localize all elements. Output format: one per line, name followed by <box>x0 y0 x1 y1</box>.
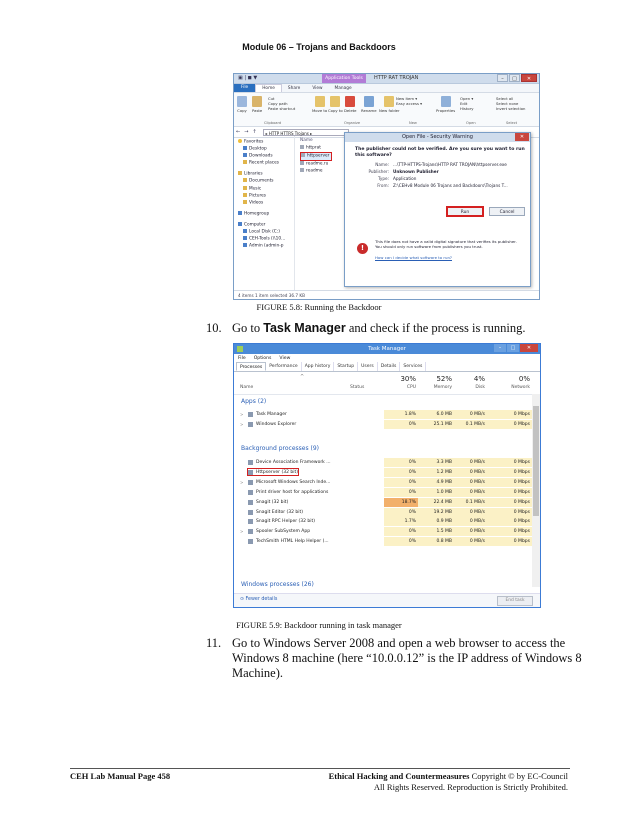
file-icon <box>301 153 305 157</box>
process-cpu: 0% <box>384 537 418 546</box>
videos-icon <box>243 200 247 204</box>
explorer-titlebar <box>234 74 539 84</box>
process-row[interactable] <box>234 527 532 536</box>
process-network: 0 Mbps <box>487 478 532 487</box>
delete-button[interactable]: Delete <box>344 96 356 113</box>
process-name: Device Association Framework ... <box>256 460 331 465</box>
dialog-title: Open File - Security Warning <box>402 134 473 140</box>
process-icon <box>248 480 253 485</box>
nav-homegroup[interactable]: Homegroup <box>234 211 294 218</box>
process-cpu: 0% <box>384 488 418 497</box>
process-name: Snagit Editor (32 bit) <box>256 509 304 515</box>
dialog-publisher-row: Publisher: Unknown Publisher <box>368 169 439 174</box>
computer-icon <box>238 222 242 226</box>
tab-home[interactable]: Home <box>255 84 282 92</box>
process-cpu: 1.7% <box>384 517 418 526</box>
pictures-icon <box>243 193 247 197</box>
tab-processes[interactable]: Processes <box>236 362 266 371</box>
process-row[interactable] <box>234 410 532 419</box>
task-manager-menu <box>234 354 540 362</box>
maximize-icon[interactable]: □ <box>507 344 519 352</box>
signature-warning-text: This file does not have a valid digital signature that verifies its publisher. You should only run software from publishers you trust. <box>375 239 517 249</box>
file-icon <box>300 161 304 165</box>
process-icon <box>248 412 253 417</box>
download-icon <box>243 153 247 157</box>
open-button[interactable]: Open ▾ <box>460 96 474 101</box>
new-folder-button[interactable]: New folder <box>379 96 400 113</box>
task-manager-screenshot <box>233 343 541 608</box>
figure-caption: FIGURE 5.8: Running the Backdoor <box>256 302 382 312</box>
process-cpu: 0% <box>384 468 418 477</box>
nav-documents[interactable]: Documents <box>234 178 294 185</box>
task-manager-footer <box>234 593 540 607</box>
task-manager-title: Task Manager <box>368 346 406 352</box>
nav-videos[interactable]: Videos <box>234 200 294 207</box>
close-icon[interactable]: ✕ <box>521 74 537 82</box>
process-network: 0 Mbps <box>487 468 532 477</box>
ribbon-group-label: Organize <box>344 121 361 125</box>
open-small-buttons <box>460 96 474 111</box>
desktop-icon <box>243 146 247 150</box>
task-manager-tabs <box>234 362 540 372</box>
footer-page-label: CEH Lab Manual Page 458 <box>70 771 171 781</box>
process-memory: 4.9 MB <box>418 478 454 487</box>
forward-icon[interactable]: → <box>244 129 249 135</box>
decide-software-link[interactable]: How can I decide what software to run? <box>375 255 452 260</box>
nav-libraries[interactable]: Libraries <box>234 171 294 178</box>
process-table-header <box>234 372 540 395</box>
tab-users[interactable]: Users <box>358 362 378 371</box>
menu-view[interactable]: View <box>279 355 291 361</box>
nav-recent-places[interactable]: Recent places <box>234 160 294 167</box>
quick-access-toolbar[interactable]: ▣ | ◼ ▼ <box>238 75 258 81</box>
process-name: Windows Explorer <box>256 421 297 427</box>
dialog-titlebar <box>345 133 530 142</box>
copy-to-button[interactable]: Copy to <box>328 96 343 113</box>
column-disk[interactable]: Disk <box>475 385 485 390</box>
process-icon <box>248 510 253 515</box>
tab-performance[interactable]: Performance <box>266 362 302 371</box>
documents-icon <box>243 178 247 182</box>
process-name: Httpserver (32 bit) <box>256 469 298 475</box>
process-memory: 0.9 MB <box>418 517 454 526</box>
process-name: Snagit RPC Helper (32 bit) <box>256 519 316 525</box>
tab-manage[interactable]: Manage <box>334 85 352 91</box>
explorer-window-title: HTTP RAT TROJAN <box>374 75 419 81</box>
file-item[interactable]: readme <box>300 168 340 175</box>
process-name: Task Manager <box>256 412 287 417</box>
process-disk: 0 MB/s <box>454 517 487 526</box>
process-memory: 6.0 MB <box>418 410 454 419</box>
process-icon <box>248 539 253 544</box>
process-icon <box>248 500 253 505</box>
step-10: 10. Go to Task Manager and check if the process is running. <box>206 321 526 335</box>
select-all-button[interactable]: Select all <box>496 96 514 101</box>
process-row[interactable] <box>234 517 532 526</box>
process-disk: 0 MB/s <box>454 527 487 536</box>
process-name: Spooler SubSystem App <box>256 529 311 535</box>
process-cpu: 1.8% <box>384 410 418 419</box>
invert-selection-button[interactable]: Invert selection <box>496 106 526 111</box>
address-path[interactable]: ▸ HTTP HTTRS Trojans ▸ <box>263 129 349 136</box>
properties-icon <box>441 96 451 107</box>
nav-admin[interactable]: Admin (admin-p <box>234 243 294 250</box>
nav-music[interactable]: Music <box>234 186 294 193</box>
minimize-icon[interactable]: – <box>494 344 506 352</box>
explorer-ribbon <box>234 93 539 127</box>
process-memory: 25.1 MB <box>418 420 454 429</box>
tab-details[interactable]: Details <box>378 362 401 371</box>
process-network: 0 Mbps <box>487 498 532 507</box>
fewer-details-button[interactable]: ⊙ Fewer details <box>240 597 278 602</box>
footer-divider <box>70 768 570 769</box>
file-list-header[interactable]: Name <box>300 138 313 143</box>
process-row[interactable] <box>234 458 532 467</box>
menu-options[interactable]: Options <box>253 355 272 361</box>
run-button[interactable]: Run <box>447 207 483 216</box>
close-icon[interactable]: ✕ <box>520 344 538 352</box>
security-warning-dialog <box>344 132 531 287</box>
process-row[interactable] <box>234 420 532 429</box>
process-name: TechSmith HTML Help Helper (... <box>256 539 329 545</box>
tab-app-history[interactable]: App history <box>302 362 335 371</box>
column-cpu[interactable]: CPU <box>406 385 416 390</box>
module-title: Module 06 – Trojans and Backdoors <box>242 42 396 52</box>
move-to-button[interactable]: Move to <box>312 96 327 113</box>
ribbon-group-label: Clipboard <box>264 121 282 125</box>
process-disk: 0 MB/s <box>454 468 487 477</box>
process-memory: 22.4 MB <box>418 498 454 507</box>
process-network: 0 Mbps <box>487 527 532 536</box>
file-item[interactable]: httprat <box>300 145 340 152</box>
process-row[interactable] <box>234 478 532 487</box>
tab-file[interactable]: File <box>234 84 255 92</box>
copy-path-button[interactable]: Copy path <box>268 101 288 106</box>
process-cpu: 0% <box>384 527 418 536</box>
process-disk: 0 MB/s <box>454 478 487 487</box>
up-icon[interactable]: ↑ <box>252 129 257 135</box>
copy-button[interactable]: Copy <box>237 96 247 113</box>
explorer-ribbon-tabs <box>234 84 539 93</box>
apps-section-header[interactable]: Apps (2) <box>241 398 267 405</box>
process-disk: 0 MB/s <box>454 458 487 467</box>
nav-ceh-tools[interactable]: CEH-Tools (\\10... <box>234 236 294 243</box>
process-icon <box>248 490 253 495</box>
process-disk: 0.1 MB/s <box>454 420 487 429</box>
process-memory: 1.2 MB <box>418 468 454 477</box>
process-cpu: 0% <box>384 458 418 467</box>
copy-icon <box>237 96 247 107</box>
easy-access-button[interactable]: Easy access ▾ <box>396 101 423 106</box>
nav-computer[interactable]: Computer <box>234 222 294 229</box>
process-disk: 0 MB/s <box>454 508 487 517</box>
process-memory: 1.0 MB <box>418 488 454 497</box>
star-icon <box>238 139 242 143</box>
process-memory: 1.5 MB <box>418 527 454 536</box>
file-item[interactable]: readme.ru <box>300 161 340 168</box>
edit-button[interactable]: Edit <box>460 101 468 106</box>
process-name: Print driver host for applications <box>256 489 329 495</box>
paste-shortcut-button[interactable]: Paste shortcut <box>268 106 296 111</box>
process-icon <box>248 519 253 524</box>
dialog-type-row: Type: Application <box>377 176 417 181</box>
rename-icon <box>364 96 374 107</box>
step-11: 11. Go to Windows Server 2008 and open a web browser to access the Windows 8 machine (here “10.0.0.12” is the IP address of Windows 8 Machine). <box>206 636 582 680</box>
music-icon <box>243 186 247 190</box>
application-tools-tab[interactable]: Application Tools <box>322 74 366 83</box>
process-row[interactable] <box>234 508 532 517</box>
process-disk: 0 MB/s <box>454 488 487 497</box>
end-task-button[interactable]: End task <box>497 596 533 606</box>
figure-caption: FIGURE 5.9: Backdoor running in task manager <box>236 620 402 630</box>
cancel-button[interactable]: Cancel <box>489 207 525 216</box>
expand-arrow-icon[interactable]: > <box>240 529 244 535</box>
process-row[interactable] <box>234 537 532 546</box>
maximize-icon[interactable]: □ <box>509 74 520 82</box>
process-name: Snagit (32 bit) <box>256 499 289 505</box>
history-button[interactable]: History <box>460 106 474 111</box>
network-drive-icon <box>243 236 247 240</box>
expand-arrow-icon[interactable]: > <box>240 412 244 417</box>
nav-local-disk[interactable]: Local Disk (C:) <box>234 229 294 236</box>
cut-button[interactable]: Cut <box>268 96 275 101</box>
dialog-name-row: Name: ...\TTP-HTTPS-Trojans\HTTP RAT TROJAN\httpserver.exe <box>375 162 507 167</box>
process-network: 0 Mbps <box>487 458 532 467</box>
column-network[interactable]: Network <box>511 385 530 390</box>
dialog-message: The publisher could not be verified. Are you sure you want to run this software? <box>355 147 525 158</box>
tab-view[interactable]: View <box>312 85 323 91</box>
process-memory: 0.8 MB <box>418 537 454 546</box>
process-row-httpserver[interactable] <box>234 468 532 477</box>
collapse-icon: ⊙ <box>240 597 246 602</box>
warning-shield-icon: ! <box>357 243 368 254</box>
network-percent: 0% <box>518 375 530 383</box>
file-item-selected[interactable]: httpserver <box>300 152 332 161</box>
nav-favorites[interactable]: Favorites <box>234 139 294 146</box>
process-network: 0 Mbps <box>487 517 532 526</box>
explorer-status-bar: 4 items 1 item selected 36.7 KB <box>234 290 539 299</box>
close-icon[interactable]: ✕ <box>515 133 529 141</box>
tab-startup[interactable]: Startup <box>334 362 358 371</box>
menu-file[interactable]: File <box>238 355 246 361</box>
column-status[interactable]: Status <box>350 385 365 390</box>
process-icon <box>248 460 253 465</box>
nav-downloads[interactable]: Downloads <box>234 153 294 160</box>
nav-desktop[interactable]: Desktop <box>234 146 294 153</box>
sort-indicator-icon: ^ <box>300 374 305 380</box>
process-network: 0 Mbps <box>487 508 532 517</box>
process-cpu: 0% <box>384 508 418 517</box>
file-icon <box>300 168 304 172</box>
process-disk: 0.1 MB/s <box>454 498 487 507</box>
column-name[interactable]: Name <box>240 385 254 390</box>
background-section-header[interactable]: Background processes (9) <box>241 445 319 452</box>
tab-services[interactable]: Services <box>400 362 426 371</box>
memory-percent: 52% <box>436 375 452 383</box>
process-network: 0 Mbps <box>487 420 532 429</box>
folder-icon <box>243 160 247 164</box>
select-none-button[interactable]: Select none <box>496 101 519 106</box>
explorer-screenshot <box>233 73 540 300</box>
process-cpu: 18.7% <box>384 498 418 507</box>
process-disk: 0 MB/s <box>454 537 487 546</box>
select-small-buttons <box>496 96 525 111</box>
paste-icon <box>252 96 262 107</box>
navigation-pane <box>234 136 295 291</box>
disk-percent: 4% <box>473 375 485 383</box>
process-list <box>234 394 532 587</box>
network-drive-icon <box>243 243 247 247</box>
new-folder-icon <box>384 96 394 107</box>
delete-icon <box>345 96 355 107</box>
task-manager-bold: Task Manager <box>263 321 346 335</box>
dialog-from-row: From: Z:\CEHv8 Module 06 Trojans and Backdoors\Trojans T... <box>377 183 508 188</box>
process-cpu: 0% <box>384 420 418 429</box>
ribbon-group-label: Open <box>466 121 476 125</box>
process-network: 0 Mbps <box>487 410 532 419</box>
scrollbar-thumb[interactable] <box>533 406 539 516</box>
paste-button[interactable]: Paste <box>252 96 262 113</box>
cpu-percent: 30% <box>400 375 416 383</box>
process-name: Microsoft Windows Search Inde... <box>256 479 331 485</box>
process-memory: 3.3 MB <box>418 458 454 467</box>
process-row[interactable] <box>234 498 532 507</box>
ribbon-group-label: Select <box>506 121 518 125</box>
process-disk: 0 MB/s <box>454 410 487 419</box>
disk-icon <box>243 229 247 233</box>
expand-arrow-icon[interactable]: > <box>240 479 244 485</box>
back-icon[interactable]: ← <box>236 129 241 135</box>
expand-arrow-icon[interactable]: > <box>240 421 244 427</box>
library-icon <box>238 171 242 175</box>
windows-section-header[interactable]: Windows processes (26) <box>241 581 314 588</box>
process-network: 0 Mbps <box>487 488 532 497</box>
process-icon <box>248 529 253 534</box>
task-manager-titlebar <box>234 344 540 354</box>
minimize-icon[interactable]: – <box>497 74 508 82</box>
new-item-button[interactable]: New item ▾ <box>396 96 418 101</box>
nav-pictures[interactable]: Pictures <box>234 193 294 200</box>
file-icon <box>300 145 304 149</box>
ribbon-group-label: New <box>409 121 417 125</box>
properties-button[interactable]: Properties <box>436 96 455 113</box>
footer-copyright: Ethical Hacking and Countermeasures Copyright © by EC-Council All Rights Reserved. Reproduction is Strictly Prohibited. <box>328 771 568 792</box>
tab-share[interactable]: Share <box>287 85 301 91</box>
process-memory: 19.2 MB <box>418 508 454 517</box>
process-row[interactable] <box>234 488 532 497</box>
clipboard-small-buttons <box>268 96 295 111</box>
process-network: 0 Mbps <box>487 537 532 546</box>
homegroup-icon <box>238 211 242 215</box>
folder-icon <box>330 96 340 107</box>
column-memory[interactable]: Memory <box>433 385 452 390</box>
rename-button[interactable]: Rename <box>361 96 377 113</box>
new-small-buttons <box>396 96 422 106</box>
process-cpu: 0% <box>384 478 418 487</box>
folder-icon <box>315 96 325 107</box>
process-icon <box>248 422 253 427</box>
process-list-scrollbar[interactable] <box>532 394 540 587</box>
file-list <box>300 138 340 175</box>
